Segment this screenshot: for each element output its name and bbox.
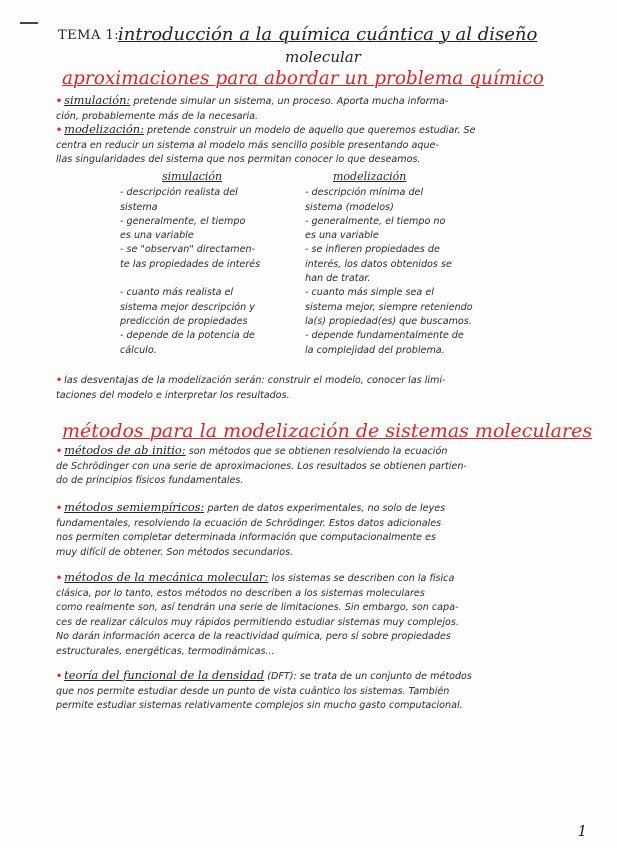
- column-line: - se infieren propiedades de: [305, 244, 440, 256]
- comparison-column-modelizacion: [305, 170, 515, 358]
- bullet-icon: •: [56, 671, 63, 682]
- column-line: - descripción mínima del: [305, 187, 424, 199]
- column-line: - depende fundamentalmente de: [305, 330, 464, 342]
- term-label: métodos de ab initio:: [64, 443, 186, 457]
- paragraph-line: do de principios físicos fundamentales.: [56, 475, 244, 487]
- paragraph-line: ción, probablemente más de la necesaria.: [56, 110, 259, 122]
- paragraph-line: taciones del modelo e interpretar los resultados.: [56, 389, 290, 401]
- paragraph-text: son métodos que se obtienen resolviendo la ecuación: [188, 446, 448, 457]
- paragraph-line: centra en reducir un sistema al modelo más sencillo posible presentando aque-: [56, 139, 439, 151]
- column-line: es una variable: [305, 230, 379, 242]
- column-header: simulación: [162, 170, 223, 183]
- paragraph-text: (DFT): se trata de un conjunto de métodos: [267, 671, 472, 682]
- paragraph-line: como realmente son, así tendrán una serie de limitaciones. Sin embargo, son capa-: [56, 602, 459, 614]
- paragraph-line: llas singularidades del sistema que nos permitan conocer lo que deseamos.: [56, 154, 421, 166]
- paragraph-line: clásica, por lo tanto, estos métodos no describen a los sistemas moleculares: [56, 587, 425, 599]
- margin-dash: [20, 22, 38, 24]
- page-title-continued: molecular: [285, 48, 361, 66]
- column-line: cálculo.: [120, 344, 157, 356]
- column-line: sistema mejor, siempre reteniendo: [305, 301, 473, 313]
- column-line: han de tratar.: [305, 273, 371, 285]
- paragraph-line: fundamentales, resolviendo la ecuación de Schrödinger. Estos datos adicionales: [56, 517, 442, 529]
- bullet-icon: •: [56, 503, 63, 514]
- bullet-icon: •: [56, 573, 63, 584]
- paragraph-text: las desventajas de la modelización serán: construir el modelo, conocer las limi-: [64, 375, 446, 386]
- paragraph-mecanica-molecular: [56, 570, 596, 660]
- column-line: sistema (modelos): [305, 201, 394, 213]
- column-line: [120, 272, 300, 286]
- column-line: - cuanto más simple sea el: [305, 287, 434, 299]
- term-label: simulación:: [64, 93, 131, 107]
- term-label: modelización:: [64, 122, 144, 136]
- column-line: te las propiedades de interés: [120, 258, 261, 270]
- column-header: modelización: [333, 170, 407, 183]
- page-title: introducción a la química cuántica y al diseño: [118, 24, 538, 45]
- column-line: - cuanto más realista el: [120, 287, 234, 299]
- paragraph-line: [56, 122, 596, 139]
- section-heading-metodos: métodos para la modelización de sistemas moleculares: [62, 420, 593, 442]
- paragraph-dft: [56, 668, 596, 714]
- paragraph-line: estructurales, energéticas, termodinámicas...: [56, 645, 275, 657]
- column-line: la(s) propiedad(es) que buscamos.: [305, 315, 472, 327]
- paragraph-semiempiricos: [56, 500, 596, 560]
- bullet-icon: •: [56, 446, 63, 457]
- paragraph-line: nos permiten completar determinada información que computacionalmente es: [56, 532, 437, 544]
- paragraph-simulacion: [56, 93, 596, 124]
- paragraph-text: los sistemas se describen con la física: [271, 573, 455, 584]
- term-label: teoría del funcional de la densidad: [64, 668, 265, 682]
- paragraph-line: [56, 570, 596, 587]
- paragraph-text: parten de datos experimentales, no solo de leyes: [207, 503, 446, 514]
- bullet-icon: •: [56, 375, 63, 386]
- paragraph-line: de Schrödinger con una serie de aproximaciones. Los resultados se obtienen partien-: [56, 460, 467, 472]
- column-line: sistema: [120, 201, 158, 213]
- column-line: interés, los datos obtenidos se: [305, 258, 452, 270]
- column-line: - descripción realista del: [120, 187, 238, 199]
- column-line: - generalmente, el tiempo: [120, 215, 246, 227]
- paragraph-desventajas: [56, 374, 596, 403]
- paragraph-line: ces de realizar cálculos muy rápidos permitiendo estudiar sistemas muy complejos.: [56, 616, 459, 628]
- column-line: sistema mejor descripción y: [120, 301, 255, 313]
- bullet-icon: •: [56, 125, 63, 136]
- term-label: métodos semiempíricos:: [64, 500, 205, 514]
- paragraph-text: pretende simular un sistema, un proceso. Aporta mucha informa-: [133, 96, 449, 107]
- term-label: métodos de la mecánica molecular:: [64, 570, 269, 584]
- topic-label: TEMA 1:: [58, 28, 120, 43]
- paragraph-line: [56, 374, 596, 389]
- column-line: es una variable: [120, 230, 194, 242]
- paragraph-line: muy difícil de obtener. Son métodos secundarios.: [56, 546, 294, 558]
- paragraph-line: permite estudiar sistemas relativamente complejos sin mucho gasto computacional.: [56, 700, 463, 712]
- paragraph-line: No darán información acerca de la reactividad química, pero sí sobre propiedades: [56, 631, 451, 643]
- paragraph-line: [56, 443, 596, 460]
- bullet-icon: •: [56, 96, 63, 107]
- paragraph-line: que nos permite estudiar desde un punto de vista cuántico los sistemas. También: [56, 685, 450, 697]
- paragraph-line: [56, 93, 596, 110]
- column-line: - se "observan" directamen-: [120, 244, 256, 256]
- column-line: - depende de la potencia de: [120, 330, 255, 342]
- paragraph-text: pretende construir un modelo de aquello que queremos estudiar. Se: [147, 125, 476, 136]
- section-heading-aproximaciones: aproximaciones para abordar un problema químico: [62, 68, 544, 89]
- paragraph-line: [56, 668, 596, 685]
- paragraph-ab-initio: [56, 443, 596, 489]
- comparison-column-simulacion: [120, 170, 300, 358]
- paragraph-line: [56, 500, 596, 517]
- page-number: 1: [577, 822, 587, 840]
- column-line: - generalmente, el tiempo no: [305, 215, 446, 227]
- column-line: la complejidad del problema.: [305, 344, 445, 356]
- paragraph-modelizacion: [56, 122, 596, 168]
- column-line: predicción de propiedades: [120, 315, 248, 327]
